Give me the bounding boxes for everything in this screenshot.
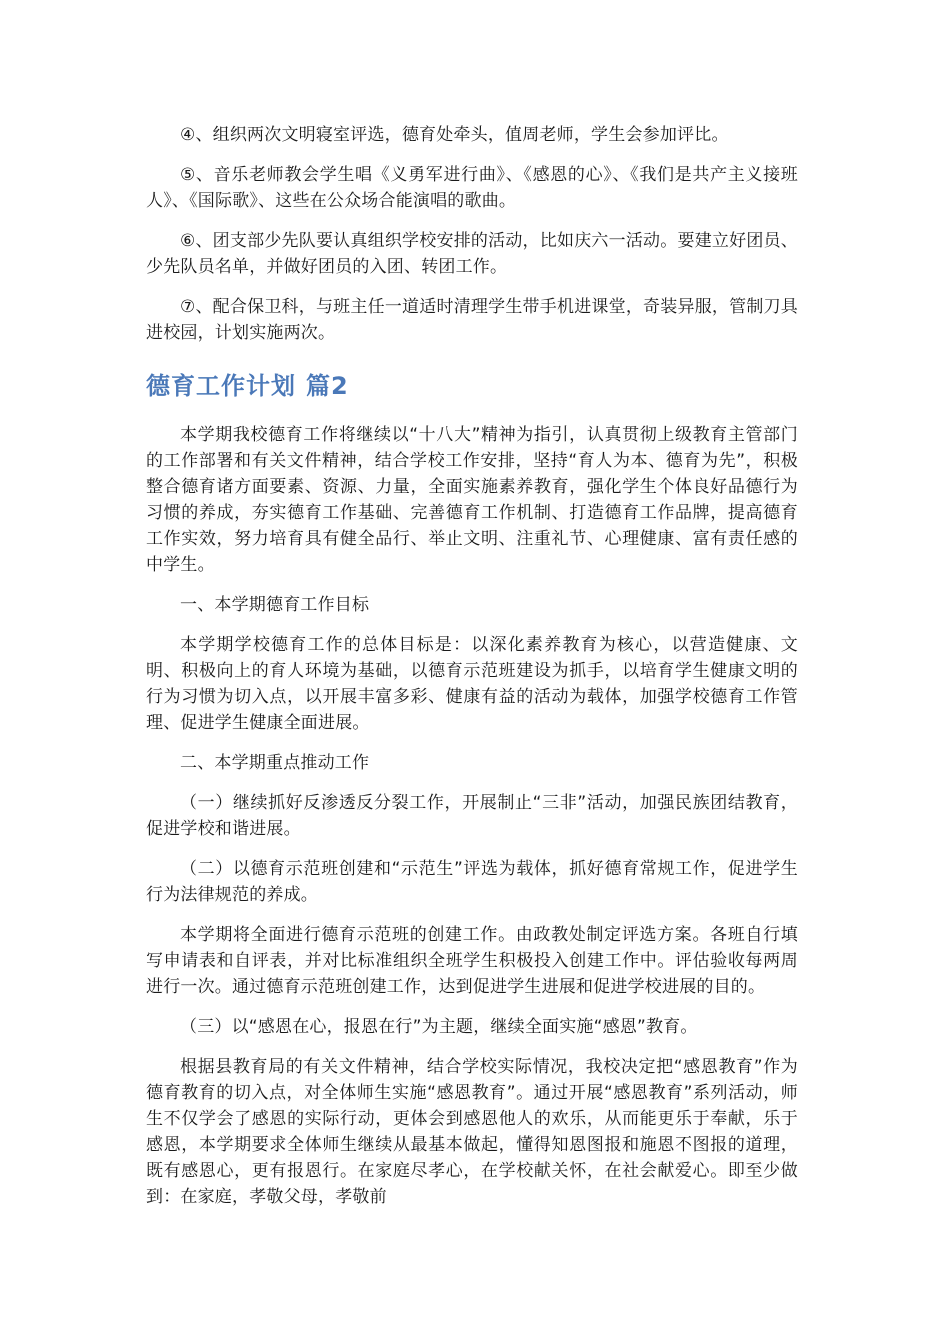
document-page (146, 122, 798, 1224)
key-work-item-3: （三）以“感恩在心，报恩在行”为主题，继续全面实施“感恩”教育。 (180, 1017, 698, 1037)
goals-paragraph: 本学期学校德育工作的总体目标是：以深化素养教育为核心，以营造健康、文明、积极向上的育人环境为基础，以德育示范班建设为抓手，以培育学生健康文明的行为习惯为切入点，以开展丰富多彩、健康有益的活动为载体，加强学校德育工作管理、促进学生健康全面进展。 (146, 635, 798, 733)
paragraph-item-5: ⑤、音乐老师教会学生唱《义勇军进行曲》、《感恩的心》、《我们是共产主义接班人》、《国际歌》、这些在公众场合能演唱的歌曲。 (146, 165, 798, 211)
section-heading (146, 370, 798, 402)
paragraph-item-6: ⑥、团支部少先队要认真组织学校安排的活动，比如庆六一活动。要建立好团员、少先队员名单，并做好团员的入团、转团工作。 (146, 231, 798, 277)
key-work-item-1: （一）继续抓好反渗透反分裂工作，开展制止“三非”活动，加强民族团结教育，促进学校和谐进展。 (146, 793, 798, 839)
gratitude-paragraph: 根据县教育局的有关文件精神，结合学校实际情况，我校决定把“感恩教育”作为德育教育的切入点，对全体师生实施“感恩教育”。通过开展“感恩教育”系列活动，师生不仅学会了感恩的实际行动，更体会到感恩他人的欢乐，从而能更乐于奉献，乐于感恩，本学期要求全体师生继续从最基本做起，懂得知恩图报和施恩不图报的道理，既有感恩心，更有报恩行。在家庭尽孝心，在学校献关怀，在社会献爱心。即至少做到：在家庭，孝敬父母，孝敬前 (146, 1057, 798, 1207)
intro-paragraph: 本学期我校德育工作将继续以“十八大”精神为指引，认真贯彻上级教育主管部门的工作部署和有关文件精神，结合学校工作安排，坚持“育人为本、德育为先”，积极整合德育诸方面要素、资源、力量，全面实施素养教育，强化学生个体良好品德行为习惯的养成，夯实德育工作基础、完善德育工作机制、打造德育工作品牌，提高德育工作实效，努力培育具有健全品行、举止文明、注重礼节、心理健康、富有责任感的中学生。 (146, 425, 798, 575)
paragraph-item-7: ⑦、配合保卫科，与班主任一道适时清理学生带手机进课堂，奇装异服，管制刀具进校园，计划实施两次。 (146, 297, 798, 343)
section-heading-title: 德育工作计划 (146, 372, 296, 400)
section-heading-number: 篇2 (306, 372, 349, 400)
paragraph-item-4: ④、组织两次文明寝室评选，德育处牵头，值周老师，学生会参加评比。 (180, 125, 729, 145)
section-title-goals: 一、本学期德育工作目标 (180, 595, 370, 615)
model-class-paragraph: 本学期将全面进行德育示范班的创建工作。由政教处制定评选方案。各班自行填写申请表和自评表，并对比标准组织全班学生积极投入创建工作中。评估验收每两周进行一次。通过德育示范班创建工作，达到促进学生进展和促进学校进展的目的。 (146, 925, 798, 997)
section-title-key-work: 二、本学期重点推动工作 (180, 753, 370, 773)
key-work-item-2: （二）以德育示范班创建和“示范生”评选为载体，抓好德育常规工作，促进学生行为法律规范的养成。 (146, 859, 798, 905)
